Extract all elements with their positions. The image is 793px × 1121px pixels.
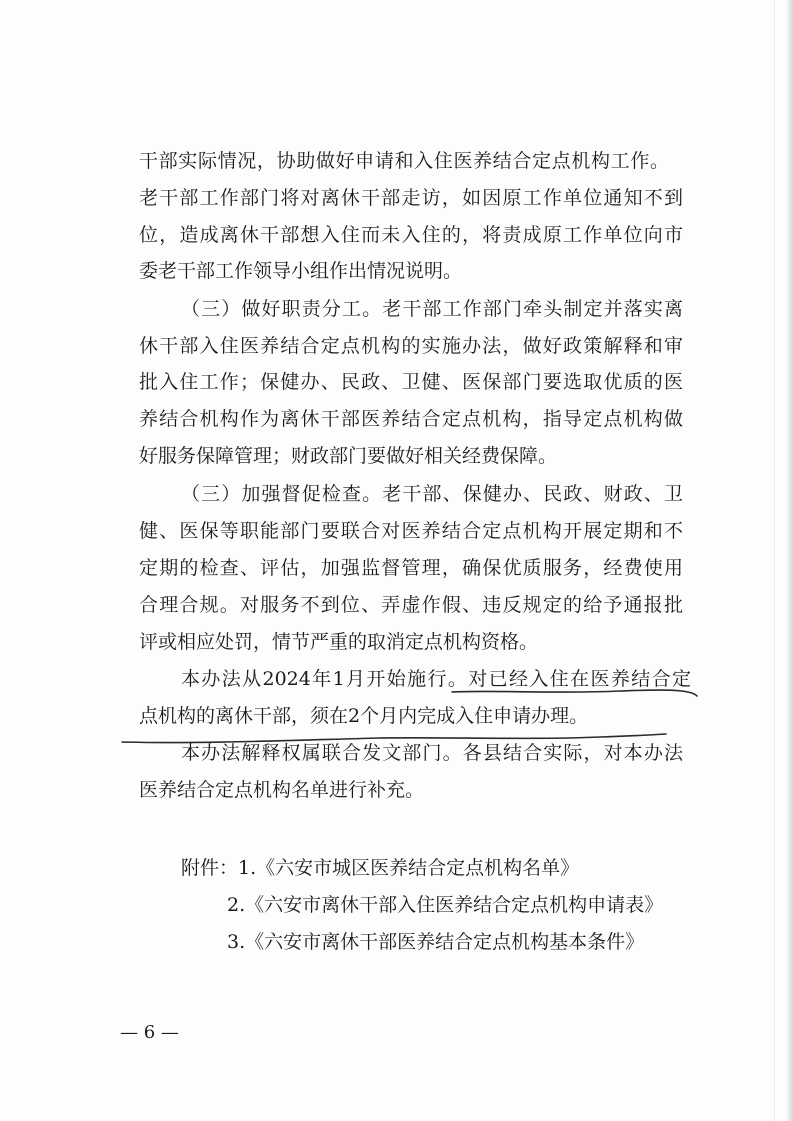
body-line-12: 定期的检查、评估，加强监督管理，确保优质服务，经费使用 (139, 557, 683, 579)
body-line-9: 好服务保障管理；财政部门要做好相关经费保障。 (139, 445, 558, 467)
body-line-1: 干部实际情况，协助做好申请和入住医养结合定点机构工作。 (139, 150, 669, 172)
section-heading-duty: （三）做好职责分工。老干部工作部门牵头制定并落实离 (181, 298, 683, 320)
body-line-15: 本办法从2024年1月开始施行。对已经入住在医养结合定 (181, 668, 691, 690)
body-line-16: 点机构的离休干部，须在2个月内完成入住申请办理。 (139, 705, 589, 727)
body-line-11: 健、医保等职能部门要联合对医养结合定点机构开展定期和不 (139, 520, 683, 542)
body-line-2: 老干部工作部门将对离休干部走访，如因原工作单位通知不到 (139, 187, 683, 209)
page-number: — 6 — (120, 1022, 179, 1043)
body-line-14: 评或相应处罚，情节严重的取消定点机构资格。 (139, 631, 539, 653)
attachment-2: 2.《六安市离休干部入住医养结合定点机构申请表》 (227, 894, 664, 916)
body-line-17: 本办法解释权属联合发文部门。各县结合实际，对本办法 (181, 742, 683, 764)
body-line-7: 批入住工作；保健办、民政、卫健、医保部门要选取优质的医 (139, 371, 683, 393)
body-line-4: 委老干部工作领导小组作出情况说明。 (139, 260, 463, 282)
body-line-13: 合理合规。对服务不到位、弄虚作假、违反规定的给予通报批 (139, 594, 683, 616)
attachment-3: 3.《六安市离休干部医养结合定点机构基本条件》 (227, 931, 645, 953)
body-line-18: 医养结合定点机构名单进行补充。 (139, 779, 425, 801)
body-line-3: 位，造成离休干部想入住而未入住的，将责成原工作单位向市 (139, 224, 683, 246)
attachment-1: 附件：1.《六安市城区医养结合定点机构名单》 (181, 857, 580, 879)
body-line-6: 休干部入住医养结合定点机构的实施办法，做好政策解释和审 (139, 335, 683, 357)
body-line-8: 养结合机构作为离休干部医养结合定点机构，指导定点机构做 (139, 408, 683, 430)
section-heading-inspection: （三）加强督促检查。老干部、保健办、民政、财政、卫 (181, 483, 683, 505)
